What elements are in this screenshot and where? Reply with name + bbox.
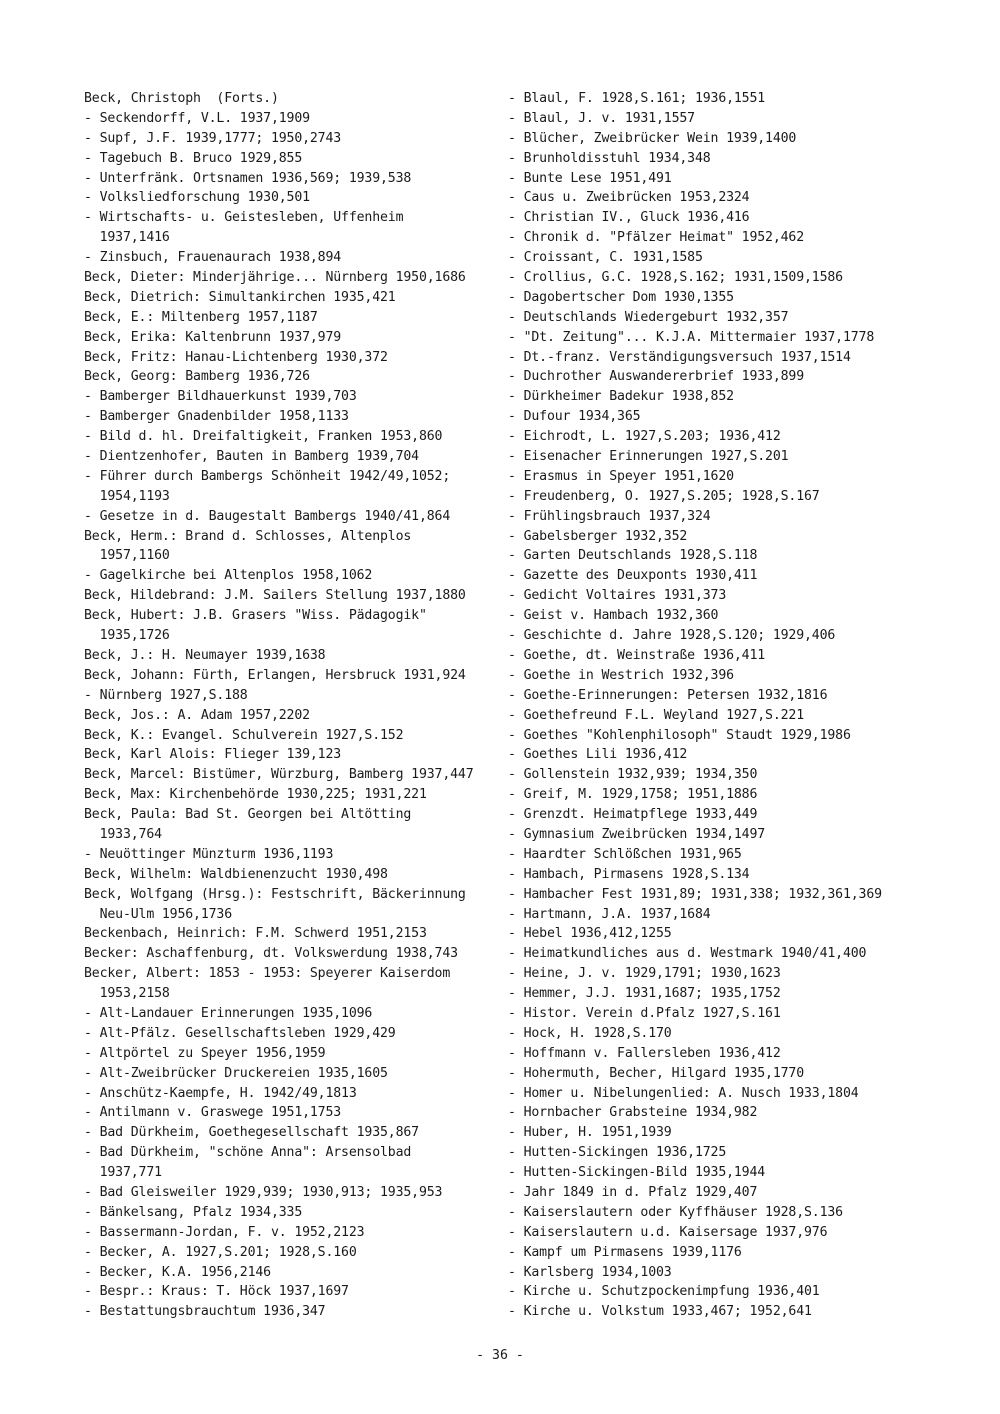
index-entry-line: - Bassermann-Jordan, F. v. 1952,2123 [84, 1224, 365, 1240]
index-entry-line: - Hambach, Pirmasens 1928,S.134 [508, 866, 750, 882]
index-entry-line: - Alt-Zweibrücker Druckereien 1935,1605 [84, 1065, 388, 1081]
index-entry-line: - Gymnasium Zweibrücken 1934,1497 [508, 826, 766, 842]
index-entry-line: - Kaiserslautern oder Kyffhäuser 1928,S.136 [508, 1204, 843, 1220]
index-entry-line: - Frühlingsbrauch 1937,324 [508, 508, 711, 524]
index-entry-line: - Zinsbuch, Frauenaurach 1938,894 [84, 250, 342, 266]
index-entry-line: - Heine, J. v. 1929,1791; 1930,1623 [508, 966, 781, 982]
index-entry-line: Beck, Dietrich: Simultankirchen 1935,421 [84, 289, 396, 305]
index-entry-line: - Alt-Landauer Erinnerungen 1935,1096 [84, 1005, 373, 1021]
index-entry-line: Beck, Fritz: Hanau-Lichtenberg 1930,372 [84, 349, 388, 365]
index-entry-line: - Brunholdisstuhl 1934,348 [508, 150, 711, 166]
index-entry-line: - Huber, H. 1951,1939 [508, 1125, 672, 1141]
index-entry-line: - Bad Gleisweiler 1929,939; 1930,913; 1935,953 [84, 1184, 443, 1200]
left-index-column [84, 89, 494, 1322]
index-entry-line: - Bad Dürkheim, "schöne Anna": Arsensolbad [84, 1145, 412, 1161]
index-entry-line: Beck, Paula: Bad St. Georgen bei Altötting [84, 807, 412, 823]
index-entry-line: 1937,1416 [84, 230, 170, 246]
index-entry-line: Becker, Albert: 1853 - 1953: Speyerer Kaiserdom [84, 966, 451, 982]
index-entry-line: Beck, Max: Kirchenbehörde 1930,225; 1931,221 [84, 787, 427, 803]
index-entry-line: 1953,2158 [84, 986, 170, 1002]
index-entry-line: - Kaiserslautern u.d. Kaisersage 1937,976 [508, 1224, 828, 1240]
index-entry-line: - Bestattungsbrauchtum 1936,347 [84, 1304, 326, 1320]
index-entry-line: - Volksliedforschung 1930,501 [84, 190, 310, 206]
index-entry-line: - Christian IV., Gluck 1936,416 [508, 210, 750, 226]
index-entry-line: - Seckendorff, V.L. 1937,1909 [84, 110, 310, 126]
index-entry-line: - Altpörtel zu Speyer 1956,1959 [84, 1045, 326, 1061]
index-entry-line: - Neuöttinger Münzturm 1936,1193 [84, 846, 334, 862]
index-entry-line: - Hutten-Sickingen 1936,1725 [508, 1145, 727, 1161]
index-entry-line: - Bänkelsang, Pfalz 1934,335 [84, 1204, 303, 1220]
index-entry-line: 1937,771 [84, 1165, 162, 1181]
index-entry-line: - Croissant, C. 1931,1585 [508, 250, 703, 266]
index-entry-line: - Becker, K.A. 1956,2146 [84, 1264, 271, 1280]
index-entry-line: - Hartmann, J.A. 1937,1684 [508, 906, 711, 922]
index-entry-line: - Tagebuch B. Bruco 1929,855 [84, 150, 303, 166]
right-index-column [508, 89, 988, 1322]
index-entry-line: - Wirtschafts- u. Geistesleben, Uffenheim [84, 210, 404, 226]
index-entry-line: - Bild d. hl. Dreifaltigkeit, Franken 1953,860 [84, 429, 443, 445]
index-entry-line: - Geist v. Hambach 1932,360 [508, 608, 719, 624]
index-entry-line: - Anschütz-Kaempfe, H. 1942/49,1813 [84, 1085, 357, 1101]
index-entry-line: - Deutschlands Wiedergeburt 1932,357 [508, 309, 789, 325]
index-entry-line: - Bunte Lese 1951,491 [508, 170, 672, 186]
index-entry-line: Beck, J.: H. Neumayer 1939,1638 [84, 647, 326, 663]
index-entry-line: - Caus u. Zweibrücken 1953,2324 [508, 190, 750, 206]
index-entry-line: - Hohermuth, Becher, Hilgard 1935,1770 [508, 1065, 805, 1081]
index-entry-line: - Hemmer, J.J. 1931,1687; 1935,1752 [508, 986, 781, 1002]
index-entry-line: - Gollenstein 1932,939; 1934,350 [508, 767, 758, 783]
index-entry-line: - Unterfränk. Ortsnamen 1936,569; 1939,538 [84, 170, 412, 186]
index-entry-line: - Freudenberg, O. 1927,S.205; 1928,S.167 [508, 488, 820, 504]
index-entry-line: Beck, Jos.: A. Adam 1957,2202 [84, 707, 310, 723]
index-entry-line: - Führer durch Bambergs Schönheit 1942/49,1052; [84, 468, 451, 484]
index-entry-line: - Blaul, J. v. 1931,1557 [508, 110, 695, 126]
index-entry-line: Beck, Wolfgang (Hrsg.): Festschrift, Bäckerinnung [84, 886, 466, 902]
index-entry-line: - Hambacher Fest 1931,89; 1931,338; 1932,361,369 [508, 886, 882, 902]
index-entry-line: 1933,764 [84, 826, 162, 842]
index-entry-line: - Hoffmann v. Fallersleben 1936,412 [508, 1045, 781, 1061]
index-entry-line: 1954,1193 [84, 488, 170, 504]
index-entry-line: - Kirche u. Volkstum 1933,467; 1952,641 [508, 1304, 812, 1320]
index-entry-line: - Antilmann v. Graswege 1951,1753 [84, 1105, 342, 1121]
index-entry-line: - Chronik d. "Pfälzer Heimat" 1952,462 [508, 230, 805, 246]
index-entry-line: 1957,1160 [84, 548, 170, 564]
index-entry-line: - Dt.-franz. Verständigungsversuch 1937,1514 [508, 349, 851, 365]
index-entry-line: - Crollius, G.C. 1928,S.162; 1931,1509,1586 [508, 270, 843, 286]
index-entry-line: - Alt-Pfälz. Gesellschaftsleben 1929,429 [84, 1025, 396, 1041]
index-entry-line: - Goethe, dt. Weinstraße 1936,411 [508, 647, 766, 663]
index-entry-line: - Eisenacher Erinnerungen 1927,S.201 [508, 449, 789, 465]
index-entry-line: - Haardter Schlößchen 1931,965 [508, 846, 742, 862]
index-entry-line: - Supf, J.F. 1939,1777; 1950,2743 [84, 130, 342, 146]
index-entry-line: - Homer u. Nibelungenlied: A. Nusch 1933,1804 [508, 1085, 859, 1101]
index-entry-line: - Blaul, F. 1928,S.161; 1936,1551 [508, 91, 766, 106]
page-number: - 36 - [476, 1348, 524, 1363]
index-entry-line: - Goethes "Kohlenphilosoph" Staudt 1929,1986 [508, 727, 851, 743]
index-entry-line: Beck, Karl Alois: Flieger 139,123 [84, 747, 342, 763]
index-entry-line: Beck, Georg: Bamberg 1936,726 [84, 369, 310, 385]
index-entry-line: - Grenzdt. Heimatpflege 1933,449 [508, 807, 758, 823]
index-entry-line: - Bespr.: Kraus: T. Höck 1937,1697 [84, 1284, 349, 1300]
index-entry-line: Beck, Herm.: Brand d. Schlosses, Altenplos [84, 528, 412, 544]
index-entry-line: - Bamberger Bildhauerkunst 1939,703 [84, 389, 357, 405]
index-entry-line: Beck, Wilhelm: Waldbienenzucht 1930,498 [84, 866, 388, 882]
index-entry-line: Beck, Christoph (Forts.) [84, 91, 279, 106]
index-entry-line: - "Dt. Zeitung"... K.J.A. Mittermaier 1937,1778 [508, 329, 875, 345]
index-entry-line: - Dientzenhofer, Bauten in Bamberg 1939,704 [84, 449, 419, 465]
index-entry-line: Neu-Ulm 1956,1736 [84, 906, 233, 922]
index-entry-line: - Goethefreund F.L. Weyland 1927,S.221 [508, 707, 805, 723]
index-entry-line: Beck, Johann: Fürth, Erlangen, Hersbruck 1931,924 [84, 667, 466, 683]
index-entry-line: Beck, E.: Miltenberg 1957,1187 [84, 309, 318, 325]
index-entry-line: Beck, Hubert: J.B. Grasers "Wiss. Pädagogik" [84, 608, 427, 624]
index-entry-line: - Erasmus in Speyer 1951,1620 [508, 468, 734, 484]
index-entry-line: - Histor. Verein d.Pfalz 1927,S.161 [508, 1005, 781, 1021]
index-entry-line: - Goethe-Erinnerungen: Petersen 1932,1816 [508, 687, 828, 703]
index-entry-line: - Kampf um Pirmasens 1939,1176 [508, 1244, 742, 1260]
index-entry-line: - Dagobertscher Dom 1930,1355 [508, 289, 734, 305]
index-entry-line: - Bad Dürkheim, Goethegesellschaft 1935,867 [84, 1125, 419, 1141]
index-entry-line: - Hebel 1936,412,1255 [508, 926, 672, 942]
index-entry-line: - Heimatkundliches aus d. Westmark 1940/41,400 [508, 946, 867, 962]
index-entry-line: - Greif, M. 1929,1758; 1951,1886 [508, 787, 758, 803]
index-entry-line: - Garten Deutschlands 1928,S.118 [508, 548, 758, 564]
index-entry-line: - Gazette des Deuxponts 1930,411 [508, 568, 758, 584]
index-entry-line: Becker: Aschaffenburg, dt. Volkswerdung 1938,743 [84, 946, 458, 962]
index-entry-line: - Bamberger Gnadenbilder 1958,1133 [84, 409, 349, 425]
index-entry-line: - Duchrother Auswandererbrief 1933,899 [508, 369, 805, 385]
index-entry-line: - Goethes Lili 1936,412 [508, 747, 688, 763]
index-entry-line: Beck, Dieter: Minderjährige... Nürnberg 1950,1686 [84, 270, 466, 286]
index-entry-line: - Hutten-Sickingen-Bild 1935,1944 [508, 1165, 766, 1181]
index-entry-line: - Geschichte d. Jahre 1928,S.120; 1929,406 [508, 628, 836, 644]
index-entry-line: Beckenbach, Heinrich: F.M. Schwerd 1951,2153 [84, 926, 427, 942]
index-entry-line: - Jahr 1849 in d. Pfalz 1929,407 [508, 1184, 758, 1200]
index-entry-line: Beck, Marcel: Bistümer, Würzburg, Bamberg 1937,447 [84, 767, 474, 783]
index-entry-line: - Blücher, Zweibrücker Wein 1939,1400 [508, 130, 797, 146]
index-entry-line: - Hock, H. 1928,S.170 [508, 1025, 672, 1041]
index-entry-line: Beck, Hildebrand: J.M. Sailers Stellung 1937,1880 [84, 588, 466, 604]
index-entry-line: - Goethe in Westrich 1932,396 [508, 667, 734, 683]
index-entry-line: - Gagelkirche bei Altenplos 1958,1062 [84, 568, 373, 584]
index-entry-line: - Karlsberg 1934,1003 [508, 1264, 672, 1280]
index-entry-line: - Gedicht Voltaires 1931,373 [508, 588, 727, 604]
index-entry-line: - Eichrodt, L. 1927,S.203; 1936,412 [508, 429, 781, 445]
index-entry-line: - Nürnberg 1927,S.188 [84, 687, 248, 703]
index-entry-line: 1935,1726 [84, 628, 170, 644]
index-entry-line: - Hornbacher Grabsteine 1934,982 [508, 1105, 758, 1121]
index-entry-line: - Becker, A. 1927,S.201; 1928,S.160 [84, 1244, 357, 1260]
index-entry-line: Beck, Erika: Kaltenbrunn 1937,979 [84, 329, 342, 345]
index-entry-line: - Gesetze in d. Baugestalt Bambergs 1940/41,864 [84, 508, 451, 524]
index-entry-line: Beck, K.: Evangel. Schulverein 1927,S.152 [84, 727, 404, 743]
index-entry-line: - Gabelsberger 1932,352 [508, 528, 688, 544]
index-entry-line: - Kirche u. Schutzpockenimpfung 1936,401 [508, 1284, 820, 1300]
index-entry-line: - Dürkheimer Badekur 1938,852 [508, 389, 734, 405]
index-entry-line: - Dufour 1934,365 [508, 409, 641, 425]
